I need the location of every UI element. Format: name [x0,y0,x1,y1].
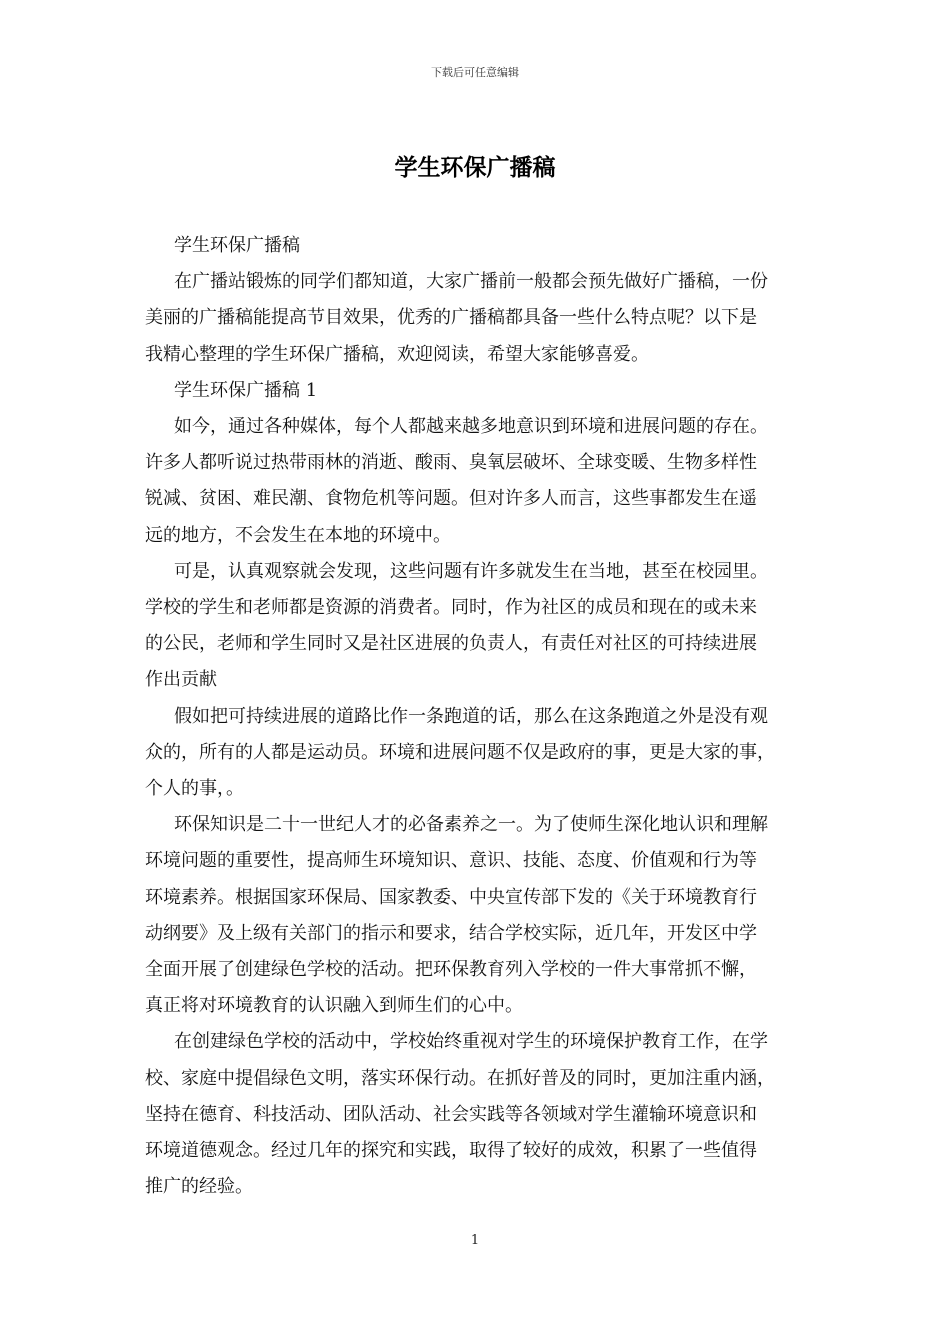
paragraph-line: 学生环保广播稿 [174,235,300,256]
paragraph [145,1024,817,1205]
paragraph-line: 远的地方，不会发生在本地的环境中。 [145,524,451,546]
paragraph [145,264,817,373]
paragraph-line: 推广的经验。 [145,1176,253,1198]
paragraph-line: 坚持在德育、科技活动、团队活动、社会实践等各领域对学生灌输环境意识和 [145,1103,757,1125]
paragraph [145,807,817,1024]
paragraph-line: 假如把可持续进展的道路比作一条跑道的话，那么在这条跑道之外是没有观 [174,705,768,727]
paragraph-line: 环境问题的重要性，提高师生环境知识、意识、技能、态度、价值观和行为等 [145,850,757,872]
paragraph-line: 在广播站锻炼的同学们都知道，大家广播前一般都会预先做好广播稿，一份 [174,271,768,293]
paragraph-line: 全面开展了创建绿色学校的活动。把环保教育列入学校的一件大事常抓不懈， [145,959,757,981]
page-number: 1 [470,1233,480,1248]
paragraph [145,554,817,699]
paragraph-line: 许多人都听说过热带雨林的消逝、酸雨、臭氧层破坏、全球变暖、生物多样性 [145,452,757,474]
paragraph-line: 美丽的广播稿能提高节目效果，优秀的广播稿都具备一些什么特点呢？以下是 [145,307,757,329]
paragraph [145,409,817,554]
paragraph [145,373,817,409]
paragraph-line: 的公民，老师和学生同时又是社区进展的负责人，有责任对社区的可持续进展 [145,633,757,655]
paragraph [145,228,817,264]
paragraph-line: 我精心整理的学生环保广播稿，欢迎阅读，希望大家能够喜爱。 [145,343,649,365]
paragraph-line: 真正将对环境教育的认识融入到师生们的心中。 [145,995,523,1017]
paragraph [145,699,817,808]
paragraph-line: 在创建绿色学校的活动中，学校始终重视对学生的环境保护教育工作，在学 [174,1031,768,1053]
paragraph-line: 学校的学生和老师都是资源的消费者。同时，作为社区的成员和现在的或未来 [145,597,757,619]
paragraph-line: 环保知识是二十一世纪人才的必备素养之一。为了使师生深化地认识和理解 [174,814,768,836]
paragraph-line: 学生环保广播稿 1 [174,379,318,401]
paragraph-line: 个人的事，。 [145,778,244,800]
paragraph-line: 众的，所有的人都是运动员。环境和进展问题不仅是政府的事，更是大家的事， [145,741,775,763]
document-title: 学生环保广播稿 [394,154,556,181]
document-body [145,228,817,1205]
paragraph-line: 锐减、贫困、难民潮、食物危机等问题。但对许多人而言，这些事都发生在遥 [145,488,757,510]
paragraph-line: 环境素养。根据国家环保局、国家教委、中央宣传部下发的《关于环境教育行 [145,886,757,908]
paragraph-line: 作出贡献 [145,669,217,691]
paragraph-line: 如今，通过各种媒体，每个人都越来越多地意识到环境和进展问题的存在。 [174,416,768,438]
header-note: 下载后可任意编辑 [431,66,519,79]
paragraph-line: 校、家庭中提倡绿色文明，落实环保行动。在抓好普及的同时，更加注重内涵， [145,1067,775,1089]
paragraph-line: 环境道德观念。经过几年的探究和实践，取得了较好的成效，积累了一些值得 [145,1140,757,1162]
paragraph-line: 动纲要》及上级有关部门的指示和要求，结合学校实际，近几年，开发区中学 [145,922,757,944]
paragraph-line: 可是，认真观察就会发现，这些问题有许多就发生在当地，甚至在校园里。 [174,560,768,582]
